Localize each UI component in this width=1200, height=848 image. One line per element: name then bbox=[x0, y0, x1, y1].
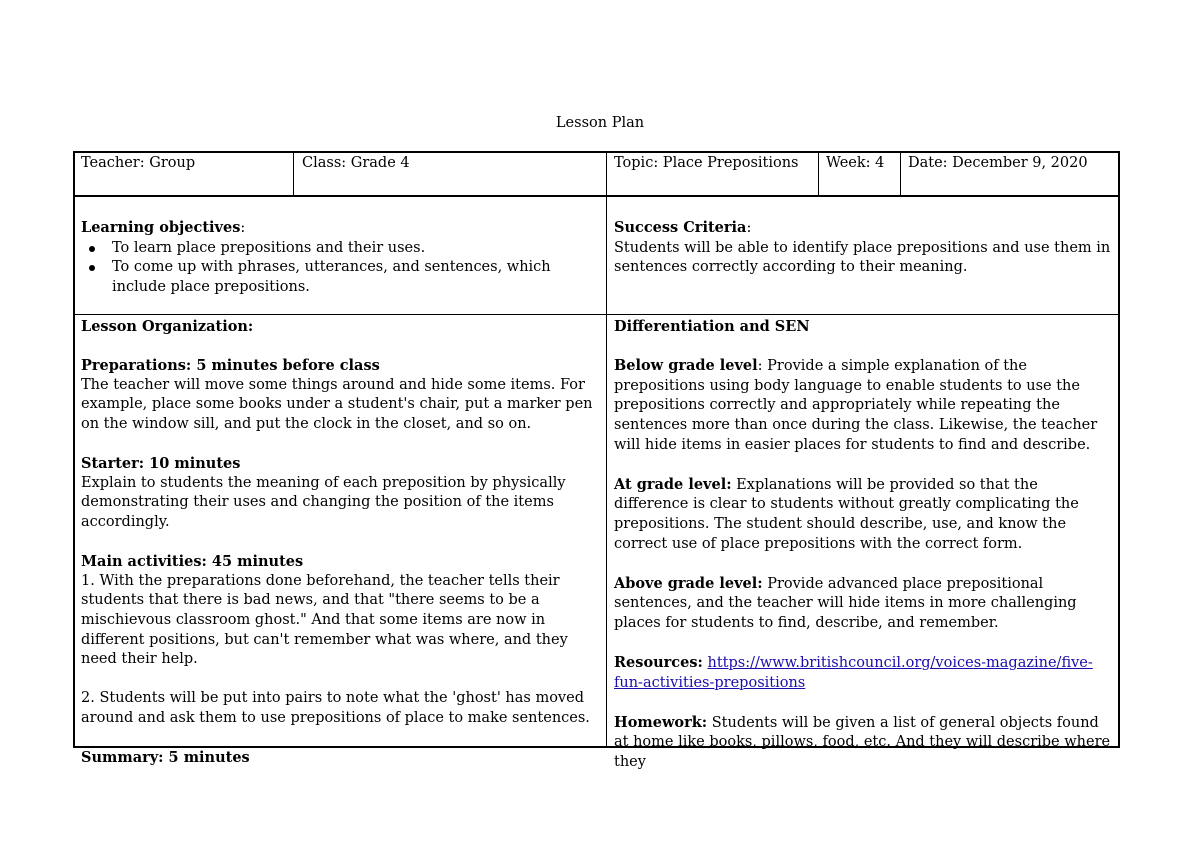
week-cell: Week: 4 bbox=[826, 155, 885, 171]
row-divider-1 bbox=[73, 195, 1120, 197]
column-divider-teacher bbox=[293, 151, 294, 196]
column-divider-week bbox=[900, 151, 901, 196]
below-grade-label: Below grade level bbox=[614, 357, 758, 375]
above-grade-paragraph bbox=[614, 574, 1114, 634]
success-criteria-colon: : bbox=[746, 220, 752, 236]
lesson-plan-table bbox=[73, 151, 1120, 771]
differentiation-heading: Differentiation and SEN bbox=[614, 318, 810, 335]
starter-heading: Starter: 10 minutes bbox=[81, 455, 241, 473]
summary-heading: Summary: 5 minutes bbox=[81, 749, 250, 767]
date-cell: Date: December 9, 2020 bbox=[908, 155, 1088, 171]
document-title: Lesson Plan bbox=[555, 115, 645, 131]
class-cell: Class: Grade 4 bbox=[302, 155, 410, 171]
learning-objectives-heading: Learning objectives bbox=[81, 219, 241, 236]
at-grade-paragraph bbox=[614, 475, 1114, 554]
lesson-organization-cell bbox=[81, 317, 601, 767]
below-grade-paragraph bbox=[614, 356, 1114, 455]
homework-paragraph bbox=[614, 713, 1114, 773]
resources-link[interactable]: https://www.britishcouncil.org/voices-magazine/five-fun-activities-prepositions bbox=[614, 655, 1093, 691]
table-border-left bbox=[73, 151, 75, 748]
learning-objectives-colon: : bbox=[240, 220, 246, 236]
success-criteria-heading: Success Criteria bbox=[614, 219, 747, 236]
objective-item: To learn place prepositions and their uses. bbox=[81, 239, 601, 259]
below-grade-text: : Provide a simple explanation of the prepositions using body language to enable students to use the prepositions correctly and appropriately while repeating the sentences more than once during the class. Likewise, the teacher will hide items in easier places for students to find and describe. bbox=[614, 358, 1098, 453]
above-grade-text: Provide advanced place prepositional sentences, and the teacher will hide items in more challenging places for students to find, describe, and remember. bbox=[614, 575, 1077, 631]
objectives-list bbox=[81, 239, 601, 298]
objective-item: To come up with phrases, utterances, and sentences, which include place prepositions. bbox=[81, 258, 601, 297]
success-criteria-cell bbox=[614, 218, 1114, 278]
main-activities-step-2: 2. Students will be put into pairs to note what the 'ghost' has moved around and ask them to use prepositions of place to make sentences. bbox=[81, 690, 590, 726]
lesson-organization-heading: Lesson Organization: bbox=[81, 318, 254, 335]
homework-label: Homework: bbox=[614, 713, 708, 731]
row-divider-2 bbox=[73, 314, 1120, 315]
main-activities-step-1: 1. With the preparations done beforehand, the teacher tells their students that there is bad news, and that "there seems to be a mischievous classroom ghost." And that some items are now in different positions, but can't remember what was where, and they need their help. bbox=[81, 572, 568, 668]
topic-cell: Topic: Place Prepositions bbox=[614, 155, 799, 171]
success-criteria-text: Students will be able to identify place prepositions and use them in sentences correctly according to their meaning. bbox=[614, 239, 1111, 276]
learning-objectives-cell bbox=[81, 218, 601, 297]
starter-text: Explain to students the meaning of each preposition by physically demonstrating their uses and changing the position of the items accordingly. bbox=[81, 474, 566, 530]
main-activities-heading: Main activities: 45 minutes bbox=[81, 553, 304, 571]
differentiation-cell bbox=[614, 317, 1114, 771]
homework-text: Students will be given a list of general objects found at home like books, pillows, food, etc. And they will describe where they bbox=[614, 714, 1111, 771]
teacher-cell: Teacher: Group bbox=[81, 155, 196, 171]
at-grade-text: Explanations will be provided so that the difference is clear to students without greatly complicating the prepositions. The student should describe, use, and know the correct use of place prepositions with the correct form. bbox=[614, 476, 1079, 552]
preparations-text: The teacher will move some things around and hide some items. For example, place some books under a student's chair, put a marker pen on the window sill, and put the clock in the closet, and so on. bbox=[81, 376, 593, 432]
column-divider-main bbox=[606, 151, 607, 748]
resources-label: Resources: bbox=[614, 654, 703, 672]
table-border-right bbox=[1118, 151, 1120, 748]
table-border-top bbox=[73, 151, 1120, 153]
preparations-heading: Preparations: 5 minutes before class bbox=[81, 357, 380, 375]
at-grade-label: At grade level: bbox=[614, 475, 732, 493]
above-grade-label: Above grade level: bbox=[614, 574, 763, 592]
column-divider-topic bbox=[818, 151, 819, 196]
resources-paragraph bbox=[614, 653, 1114, 693]
